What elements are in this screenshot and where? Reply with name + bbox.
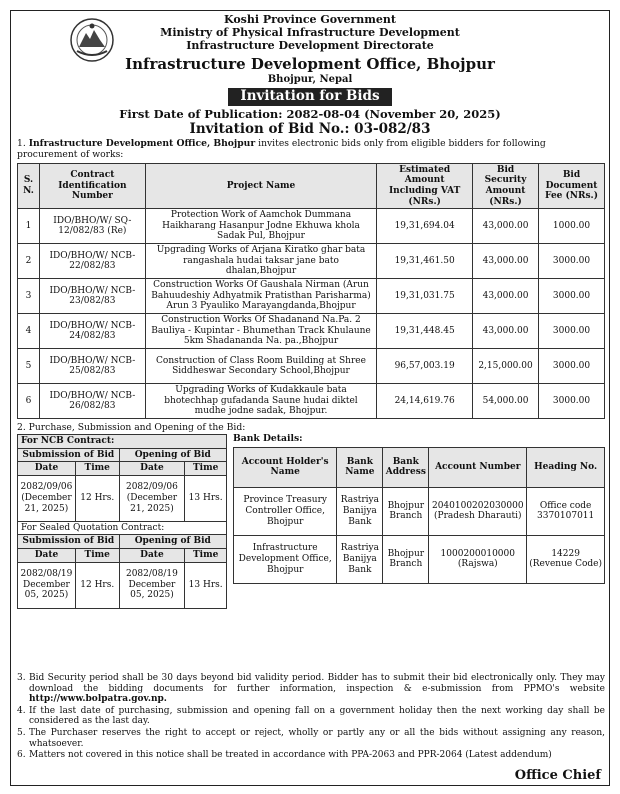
header-sn: S. N. xyxy=(18,163,40,208)
table-row xyxy=(18,209,605,244)
cell-sn: 5 xyxy=(18,349,40,384)
ppmo-website-link[interactable]: http://www.bolpatra.gov.np. xyxy=(29,694,167,705)
ncb-submission-date: 2082/09/06 (December 21, 2025) xyxy=(18,475,76,521)
cell-contract-id: IDO/BHO/W/ SQ-12/082/83 (Re) xyxy=(39,209,145,244)
sq-sub-time-header: Time xyxy=(75,549,119,563)
cell-fee: 3000.00 xyxy=(539,349,605,384)
note-text: Matters not covered in this notice shall be treated in accordance with PPA-2063 and PPR-2064 (Latest addendum) xyxy=(29,750,552,761)
cell-security: 43,000.00 xyxy=(473,314,539,349)
directorate-line: Infrastructure Development Directorate xyxy=(186,39,434,53)
ncb-open-time-header: Time xyxy=(185,462,227,476)
ncb-sub-time-header: Time xyxy=(75,462,119,476)
cell-security: 43,000.00 xyxy=(473,244,539,279)
bank-table xyxy=(233,447,605,584)
province-line: Koshi Province Government xyxy=(224,13,396,26)
cell-amount: 24,14,619.76 xyxy=(377,384,473,419)
sq-opening-date: 2082/08/19 December 05, 2025) xyxy=(119,562,185,608)
ncb-opening-header: Opening of Bid xyxy=(119,448,226,462)
office-chief-signature: Office Chief xyxy=(514,767,601,783)
table-row xyxy=(18,384,605,419)
cell-amount: 19,31,694.04 xyxy=(377,209,473,244)
note-item xyxy=(17,673,605,705)
header-bid-security: Bid Security Amount (NRs.) xyxy=(473,163,539,208)
cell-project-name: Construction of Class Room Building at Shree Siddheswar Secondary School,Bhojpur xyxy=(145,349,376,384)
ncb-sub-date-header: Date xyxy=(18,462,76,476)
header-project-name: Project Name xyxy=(145,163,376,208)
header-estimated-amount: Estimated Amount Including VAT (NRs.) xyxy=(377,163,473,208)
notice-header xyxy=(11,11,609,139)
ncb-submission-header: Submission of Bid xyxy=(18,448,120,462)
note-item xyxy=(17,706,605,727)
table-row xyxy=(18,349,605,384)
cell-sn: 2 xyxy=(18,244,40,279)
header-heading-no: Heading No. xyxy=(527,447,605,487)
cell-fee: 3000.00 xyxy=(539,384,605,419)
header-account-holder: Account Holder's Name xyxy=(234,447,337,487)
cell-bank-address: Bhojpur Branch xyxy=(383,535,429,583)
bid-number: Invitation of Bid No.: 03-082/83 xyxy=(189,120,431,137)
intro-paragraph xyxy=(11,139,609,161)
office-location: Bhojpur, Nepal xyxy=(267,74,353,86)
note-text: The Purchaser reserves the right to accept or reject, wholly or partly any or all the bids without assigning any reason, whatsoever. xyxy=(29,728,605,749)
cell-sn: 3 xyxy=(18,279,40,314)
cell-heading-no: Office code 3370107011 xyxy=(527,487,605,535)
office-title: Infrastructure Development Office, Bhojpur xyxy=(125,54,495,73)
cell-project-name: Protection Work of Aamchok Dummana Haikharang Hasanpur Jodne Ekhuwa khola Sadak Pul, Bhojpur xyxy=(145,209,376,244)
header-bank-address: Bank Address xyxy=(383,447,429,487)
cell-amount: 19,31,031.75 xyxy=(377,279,473,314)
cell-account-holder: Infrastructure Development Office, Bhojpur xyxy=(234,535,337,583)
cell-heading-no: 14229 (Revenue Code) xyxy=(527,535,605,583)
bank-details xyxy=(233,434,605,584)
cell-project-name: Construction Works Of Gaushala Nirman (Arun Bahuudeshiy Adhyatmik Pratisthan Parisharma) Arun 3 Pyauliko Marayangdanda,Bhojpur xyxy=(145,279,376,314)
table-row xyxy=(18,314,605,349)
table-row xyxy=(18,279,605,314)
sq-submission-header: Submission of Bid xyxy=(18,535,120,549)
publication-date: First Date of Publication: 2082-08-04 (November 20, 2025) xyxy=(119,106,501,121)
note-text: If the last date of purchasing, submission and opening fall on a government holiday then the next working day shall be considered as the last day. xyxy=(29,705,605,727)
section-2-heading: 2. Purchase, Submission and Opening of the Bid: xyxy=(17,422,246,434)
note-number: 4. xyxy=(17,705,26,716)
bid-schedule-area xyxy=(11,434,609,614)
ncb-schedule-table xyxy=(17,434,227,609)
cell-fee: 1000.00 xyxy=(539,209,605,244)
cell-fee: 3000.00 xyxy=(539,314,605,349)
cell-account-number: 2040100202030000 (Pradesh Dharauti) xyxy=(429,487,527,535)
cell-fee: 3000.00 xyxy=(539,244,605,279)
sq-open-time-header: Time xyxy=(185,549,227,563)
cell-sn: 6 xyxy=(18,384,40,419)
cell-security: 43,000.00 xyxy=(473,279,539,314)
cell-amount: 19,31,448.45 xyxy=(377,314,473,349)
cell-project-name: Upgrading Works of Arjana Kiratko ghar bata rangashala hudai taksar jane bato dhalan,Bhojpur xyxy=(145,244,376,279)
header-contract-id: Contract Identification Number xyxy=(39,163,145,208)
sq-title: For Sealed Quotation Contract: xyxy=(18,521,227,535)
cell-security: 54,000.00 xyxy=(473,384,539,419)
intro-number: 1. xyxy=(17,138,26,149)
ncb-opening-date: 2082/09/06 (December 21, 2025) xyxy=(119,475,185,521)
cell-contract-id: IDO/BHO/W/ NCB-24/082/83 xyxy=(39,314,145,349)
cell-security: 2,15,000.00 xyxy=(473,349,539,384)
intro-text: invites electronic bids only from eligible bidders for following procurement of works: xyxy=(17,138,546,160)
note-item xyxy=(17,750,605,761)
sq-sub-date-header: Date xyxy=(18,549,76,563)
cell-amount: 19,31,461.50 xyxy=(377,244,473,279)
cell-security: 43,000.00 xyxy=(473,209,539,244)
intro-office: Infrastructure Development Office, Bhojpur xyxy=(28,138,256,149)
sq-submission-date: 2082/08/19 December 05, 2025) xyxy=(18,562,76,608)
header-account-number: Account Number xyxy=(429,447,527,487)
cell-contract-id: IDO/BHO/W/ NCB-23/082/83 xyxy=(39,279,145,314)
cell-project-name: Construction Works Of Shadanand Na.Pa. 2 Bauliya - Kupintar - Bhumethan Track Khulaune 5km Shadananda Na. pa.,Bhojpur xyxy=(145,314,376,349)
ncb-opening-time: 13 Hrs. xyxy=(185,475,227,521)
note-number: 6. xyxy=(17,750,26,761)
bank-details-label: Bank Details: xyxy=(233,433,303,445)
sq-submission-time: 12 Hrs. xyxy=(75,562,119,608)
header-document-fee: Bid Document Fee (NRs.) xyxy=(539,163,605,208)
cell-amount: 96,57,003.19 xyxy=(377,349,473,384)
note-number: 3. xyxy=(17,673,26,683)
sq-opening-time: 13 Hrs. xyxy=(185,562,227,608)
cell-account-number: 1000200010000 (Rajswa) xyxy=(429,535,527,583)
cell-contract-id: IDO/BHO/W/ NCB-25/082/83 xyxy=(39,349,145,384)
sq-opening-header: Opening of Bid xyxy=(119,535,226,549)
notice-banner: Invitation for Bids xyxy=(228,88,391,106)
note-item xyxy=(17,728,605,749)
cell-sn: 4 xyxy=(18,314,40,349)
government-emblem-icon xyxy=(69,17,115,63)
ncb-submission-time: 12 Hrs. xyxy=(75,475,119,521)
cell-contract-id: IDO/BHO/W/ NCB-22/082/83 xyxy=(39,244,145,279)
cell-sn: 1 xyxy=(18,209,40,244)
note-number: 5. xyxy=(17,728,26,739)
works-table xyxy=(17,163,605,419)
notes-list xyxy=(17,673,605,762)
cell-bank-name: Rastriya Banijya Bank xyxy=(337,487,383,535)
table-row xyxy=(18,244,605,279)
note-text: Bid Security period shall be 30 days beyond bid validity period. Bidder has to submit their bid electronically only. They may download the bidding documents for further information, inspection & e-submission from PPMO's website xyxy=(29,673,605,694)
cell-contract-id: IDO/BHO/W/ NCB-26/082/83 xyxy=(39,384,145,419)
ncb-title: For NCB Contract: xyxy=(18,435,227,449)
cell-project-name: Upgrading Works of Kudakkaule bata bhotechhap gufadanda Saune hudai diktel mudhe jodne sadak, Bhojpur. xyxy=(145,384,376,419)
table-row xyxy=(234,535,605,583)
cell-bank-address: Bhojpur Branch xyxy=(383,487,429,535)
cell-bank-name: Rastriya Banijya Bank xyxy=(337,535,383,583)
cell-account-holder: Province Treasury Controller Office, Bhojpur xyxy=(234,487,337,535)
sq-open-date-header: Date xyxy=(119,549,185,563)
table-row xyxy=(234,487,605,535)
ncb-open-date-header: Date xyxy=(119,462,185,476)
header-bank-name: Bank Name xyxy=(337,447,383,487)
notice-page xyxy=(10,10,610,786)
cell-fee: 3000.00 xyxy=(539,279,605,314)
ministry-line: Ministry of Physical Infrastructure Development xyxy=(160,26,460,40)
schedule-tables xyxy=(17,434,227,609)
